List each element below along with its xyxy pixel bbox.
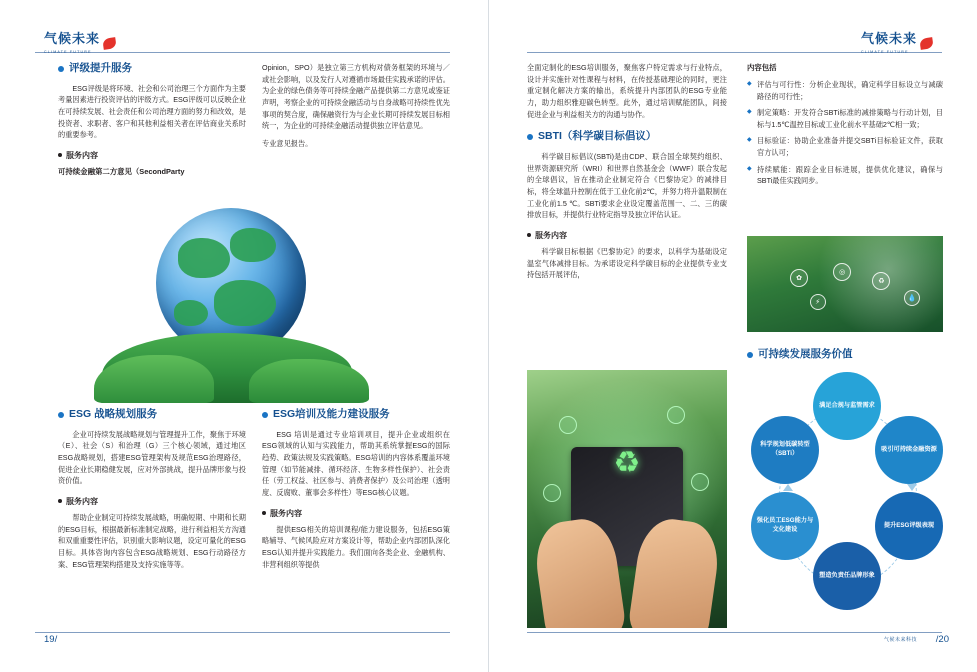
bullet-dot-icon — [747, 352, 753, 358]
right-footer-rule — [527, 632, 942, 633]
bullet-dot-icon — [527, 134, 533, 140]
eco-bubble-icon — [691, 473, 709, 491]
page-number-slash: / — [935, 634, 939, 645]
left-footer-rule — [35, 632, 450, 633]
section-title-text: ESG 战略规划服务 — [69, 408, 158, 420]
continent-shape — [174, 300, 208, 326]
section-title-text: ESG培训及能力建设服务 — [273, 408, 390, 420]
water-badge-icon: 💧 — [904, 290, 920, 306]
left-col-1 — [58, 62, 246, 183]
list-item: ◆ 制定策略：开发符合SBTi标准的减排策略与行动计划，目标与1.5℃温控目标或工业化前水平基础2℃相一致； — [747, 107, 943, 130]
recycle-badge-icon: ♻ — [872, 272, 890, 290]
right-page — [489, 0, 977, 672]
bullet-dot-icon — [58, 412, 64, 418]
arrow-icon — [783, 484, 793, 491]
subheading-text: 服务内容 — [66, 150, 98, 160]
section-title-sbti — [527, 130, 727, 144]
list-item: ◆ 评估与可行性：分析企业现状，确定科学目标设立与减碳路径的可行性； — [747, 79, 943, 102]
section-title-esg-strategy — [58, 408, 246, 422]
bullet-dot-icon — [262, 412, 268, 418]
subheading-text: 服务内容 — [270, 508, 302, 518]
brand-logo-right — [861, 32, 933, 54]
paragraph: 专业意见报告。 — [262, 138, 313, 148]
leaf-icon — [102, 37, 116, 50]
page-number-left — [44, 634, 57, 645]
list-item: ◆ 持续赋能：跟踪企业目标进展，提供优化建议，确保与SBTi最佳实践同步。 — [747, 164, 943, 187]
page-number-right — [936, 634, 949, 645]
subheading-service-content — [58, 496, 246, 507]
earth-globe-illustration — [94, 208, 369, 403]
brand-name-en: CLIMATE FUTURE — [44, 50, 92, 54]
grass-shape — [249, 359, 369, 403]
recycle-icon: ♻ — [613, 446, 641, 480]
diagram-node-esg-rating: 提升ESG评级表现 — [875, 492, 943, 560]
paragraph: 科学碳目标倡议(SBTi)是由CDP、联合国全球契约组织、世界资源研究所（WRI）和世界自然基金会（WWF）联合发起的全球倡议，旨在推动企业制定符合《巴黎协定》的减排目标，将全球温升控制在低于工业化前2℃，并努力将升温限制在工业化前1.5 ℃。SBTi要求企业设定覆盖范围一、二、三的碳排放目标，并提供行业特定指导及独立评估认证。 — [527, 151, 727, 220]
right-col-2 — [747, 62, 943, 192]
brand-name-cn: 气候未来 — [44, 31, 101, 46]
section-title-text: 评级提升服务 — [69, 62, 132, 74]
arrow-icon — [907, 484, 917, 491]
continent-shape — [178, 238, 230, 278]
eco-bubble-icon — [559, 416, 577, 434]
energy-badge-icon: ⚡ — [810, 294, 826, 310]
right-col-1 — [527, 62, 727, 287]
brand-name-cn: 气候未来 — [860, 31, 917, 46]
continent-shape — [214, 280, 276, 326]
paragraph: ESG评级是将环境、社会和公司治理三个方面作为主要考量因素进行投资评估的评级方式。ESG评级可以反映企业在可持续发展、社会责任和公司治理方面的努力和改效，是投资者、求职者、客户和其他利益相关者在评估商业关系时的重要参考。 — [58, 83, 246, 140]
globe-badge-icon: ◎ — [833, 263, 851, 281]
paragraph-bold: 可持续金融第二方意见（SecondParty — [58, 166, 185, 176]
section-title-text: 可持续发展服务价值 — [758, 348, 853, 360]
paragraph: 企业可持续发展战略规划与管理提升工作，聚焦于环境（E）、社会（S）和治理（G）三个核心领域，通过地区ESG战略规划，搭建ESG管理架构及规范ESG治理路径，促进企业长期稳健发展，应对外部挑战，提升品牌形象与投资价值。 — [58, 429, 246, 486]
eco-bubble-icon — [667, 406, 685, 424]
content-bullet-list — [747, 79, 943, 187]
section-title-rating — [58, 62, 246, 76]
diagram-node-brand: 塑造负责任品牌形象 — [813, 542, 881, 610]
left-col-2-bottom — [262, 408, 450, 576]
value-section-header — [747, 348, 943, 369]
section-title-text: SBTI（科学碳目标倡议） — [538, 130, 657, 143]
bullet-dot-icon — [58, 153, 62, 157]
brand-name-en: CLIMATE FUTURE — [860, 50, 909, 54]
diagram-node-capability: 强化员工ESG能力与文化建设 — [751, 492, 819, 560]
paragraph: ESG 培训是通过专业培训项目，提升企业或组织在ESG领域的认知与实践能力，帮助其系统掌握ESG的国际趋势、政策法规及实践策略。ESG培训的内容体系覆盖环境管理（如节能减排、循环经济、生物多样性保护）、社会责任（劳工权益、社区参与、消费者保护）及公司治理（透明度、反腐败、董事会多样性）等ESG核心议题。 — [262, 429, 450, 497]
content-includes-heading: 内容包括 — [747, 63, 777, 72]
section-title-value — [747, 348, 943, 362]
hands-phone-recycling-photo — [527, 370, 727, 628]
page-number-value: 19 — [44, 634, 55, 645]
footer-brand: 气候未来科技 — [883, 637, 917, 643]
diagram-node-finance: 吸引可持续金融资源 — [875, 416, 943, 484]
section-title-esg-training — [262, 408, 450, 422]
leaf-icon — [919, 37, 933, 50]
sustainability-value-diagram — [747, 372, 947, 620]
brand-logo-left — [44, 32, 116, 54]
bullet-dot-icon — [262, 511, 266, 515]
paragraph: 科学碳目标根据《巴黎协定》的要求，以科学为基础设定温室气体减排目标。为承诺设定科学碳目标的企业提供专业支持包括开展评估， — [527, 246, 727, 280]
paragraph: 提供ESG相关的培训课程/能力建设服务，包括ESG策略辅导、气候风险应对方案设计等，帮助企业内部团队深化ESG认知并提升实践能力。我们面向各类企业、金融机构、非营利组织等提供 — [262, 524, 450, 569]
forest-aerial-photo — [747, 236, 943, 332]
bullet-dot-icon — [58, 499, 62, 503]
subheading-service-content — [527, 230, 727, 241]
diagram-node-compliance: 满足合规与监管需求 — [813, 372, 881, 440]
subheading-text: 服务内容 — [66, 496, 98, 506]
bullet-dot-icon — [58, 66, 64, 72]
subheading-service-content — [262, 508, 450, 519]
left-page — [0, 0, 488, 672]
continent-shape — [230, 228, 276, 262]
eco-bubble-icon — [543, 484, 561, 502]
list-item: ◆ 目标验证：协助企业准备并提交SBTi目标验证文件，获取官方认可； — [747, 135, 943, 158]
diagram-node-sbti: 科学规划低碳转型（SBTi） — [751, 416, 819, 484]
bullet-dot-icon — [527, 233, 531, 237]
leaf-badge-icon: ✿ — [790, 269, 808, 287]
subheading-text: 服务内容 — [535, 230, 567, 240]
left-col-2-top — [262, 62, 450, 156]
paragraph: 帮助企业制定可持续发展战略，明确短期、中期和长期的ESG目标，根据最新标准制定战略，进行利益相关方沟通和双重重要性评估，识别重大影响议题，设定可量化的ESG目标。具体咨询内容包含ESG战略规划、ESG行动路径方案、ESG管理架构搭建及支持实施等等。 — [58, 512, 246, 569]
left-col-1-bottom — [58, 408, 246, 576]
page-number-value: 20 — [938, 634, 949, 645]
page-number-slash: / — [54, 634, 58, 645]
subheading-service-content — [58, 150, 246, 161]
paragraph: 全面定制化的ESG培训服务，聚焦客户特定需求与行业特点，设计并实施针对性课程与材料，在传授基础理论的同时，更注重定制化解决方案的输出，系统提升内部团队的ESG专业能力，助力组织雅迎碳色转型。此外，通过培训赋能团队，间接促进企业与利益相关方的沟通与协作。 — [527, 63, 727, 119]
paragraph: Opinion，SPO）是独立第三方机构对债务框架的环境与／或社会影响，以及发行人对遵循市场最佳实践承诺的评估。为企业的绿色债务等可持续金融产品提供第二方意见或鉴证声明，考察企业的可持续金融活动与自身战略可持续性优先事项的契合度，确保融资行为与企业长期可持续发展目标相统一，为企业的可持续金融活动提供独立评估意见。 — [262, 63, 450, 131]
